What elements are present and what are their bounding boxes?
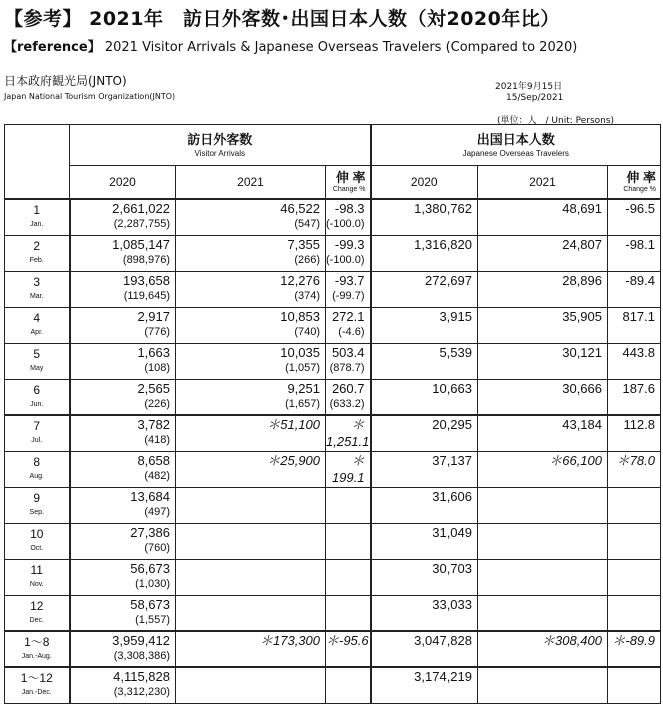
visitor-2020-cell	[70, 199, 176, 235]
primary-value: 10,663	[432, 380, 472, 396]
primary-value: 58,673	[130, 596, 170, 612]
visitor-change-cell	[326, 235, 371, 271]
subvalue: (2,287,755)	[113, 218, 170, 230]
subvalue: (898,976)	[122, 253, 170, 266]
primary-value: 24,807	[562, 236, 602, 252]
subvalue: (547)	[294, 218, 320, 230]
primary-value: 2,565	[137, 380, 170, 396]
month-number: 8	[33, 454, 41, 469]
visitor-change-cell	[326, 559, 371, 595]
primary-value: 48,691	[562, 201, 602, 216]
visitor-change-header	[326, 166, 371, 200]
traveler-2020-cell	[371, 379, 478, 415]
month-number: 1～8	[24, 635, 50, 649]
primary-value: 7,355	[287, 236, 320, 252]
month-number: 6	[33, 382, 41, 397]
traveler-2021-cell	[478, 271, 608, 307]
subvalue: (-99.7)	[332, 289, 365, 302]
primary-value: 187.6	[622, 380, 656, 396]
visitor-2020-cell	[70, 271, 176, 307]
traveler-2020-cell	[371, 559, 478, 595]
month-number: 1	[33, 203, 41, 217]
month-cell	[5, 235, 70, 271]
month-label: Apr.	[30, 328, 43, 336]
visitor-2021-cell	[176, 415, 326, 451]
organization-ja: 日本政府観光局(JNTO)	[4, 74, 127, 88]
visitor-2020-cell	[70, 415, 176, 451]
visitor-2020-cell	[70, 523, 176, 559]
primary-value: 30,666	[562, 380, 602, 396]
traveler-2021-cell	[478, 451, 608, 487]
subvalue: (633.2)	[329, 397, 365, 410]
subvalue: (760)	[144, 541, 170, 554]
subvalue: (3,308,386)	[113, 650, 170, 662]
traveler-change-cell	[608, 415, 661, 451]
month-number: 10	[30, 526, 44, 541]
subvalue: (266)	[294, 253, 320, 266]
primary-value: 8,658	[137, 452, 170, 468]
visitor-change-cell	[326, 595, 371, 631]
traveler-2020-cell	[371, 667, 478, 703]
primary-value: 10,853	[280, 308, 320, 324]
overseas-travelers-header	[371, 125, 661, 166]
primary-value: 31,049	[432, 524, 472, 540]
subvalue: (776)	[144, 325, 170, 338]
month-label: Sep.	[29, 508, 44, 516]
visitor-2020-cell	[70, 559, 176, 595]
subvalue: (482)	[144, 469, 170, 482]
month-cell	[5, 667, 70, 703]
visitor-2021-cell	[176, 199, 326, 235]
traveler-2020-cell	[371, 595, 478, 631]
primary-value: 10,035	[280, 344, 320, 360]
traveler-change-header	[608, 166, 661, 200]
primary-value: 35,905	[562, 308, 602, 324]
month-cell	[5, 415, 70, 451]
month-number: 11	[30, 562, 43, 577]
month-label: Jul.	[31, 437, 43, 444]
table-row	[5, 631, 661, 667]
subvalue: (1,057)	[285, 361, 320, 374]
subvalue: (374)	[294, 289, 320, 302]
month-label: Mar.	[29, 292, 44, 300]
primary-value: 12,276	[280, 272, 320, 288]
primary-value: ＊51,100	[267, 417, 320, 432]
month-label: Jun.	[30, 400, 44, 408]
visitor-2021-cell	[176, 559, 326, 595]
visitor-2021-cell	[176, 667, 326, 703]
visitor-change-cell	[326, 343, 371, 379]
subvalue: (-4.6)	[338, 325, 365, 338]
primary-value: ＊25,900	[267, 452, 320, 468]
traveler-change-cell	[608, 595, 661, 631]
month-label: Feb.	[29, 256, 44, 264]
reference-tag: 【reference】	[4, 40, 101, 55]
table-row	[5, 199, 661, 235]
primary-value: 28,896	[562, 272, 602, 288]
visitor-2021-cell	[176, 379, 326, 415]
visitor-2020-header: 2020	[70, 166, 176, 200]
subvalue: (1,657)	[285, 397, 320, 410]
traveler-2020-cell	[371, 307, 478, 343]
visitor-change-cell	[326, 307, 371, 343]
month-number: 5	[33, 346, 41, 361]
primary-value: 31,606	[432, 488, 472, 504]
traveler-2021-cell	[478, 415, 608, 451]
primary-value: 33,033	[432, 596, 472, 612]
traveler-2020-cell	[371, 523, 478, 559]
month-cell	[5, 559, 70, 595]
primary-value: 9,251	[287, 380, 320, 396]
visitor-2020-cell	[70, 667, 176, 703]
primary-value: 3,782	[137, 417, 170, 432]
month-label: Oct.	[30, 544, 44, 552]
month-cell	[5, 631, 70, 667]
month-cell	[5, 595, 70, 631]
visitor-change-cell	[326, 199, 371, 235]
traveler-header-ja: 出国日本人数	[476, 131, 555, 147]
subvalue: (119,645)	[123, 289, 170, 302]
primary-value: ＊308,400	[542, 633, 602, 648]
primary-value: 443.8	[622, 344, 656, 360]
traveler-change-cell	[608, 235, 661, 271]
table-row	[5, 451, 661, 487]
primary-value: -93.7	[334, 272, 365, 288]
traveler-2020-cell	[371, 199, 478, 235]
organization-en: Japan National Tourism Organization(JNTO)	[4, 92, 176, 101]
traveler-2021-cell	[478, 199, 608, 235]
visitor-2021-cell	[176, 523, 326, 559]
traveler-2020-cell	[371, 487, 478, 523]
visitor-2021-cell	[176, 487, 326, 523]
subvalue: (1,557)	[135, 613, 170, 626]
month-cell	[5, 307, 70, 343]
table-row	[5, 523, 661, 559]
visitor-2021-cell	[176, 631, 326, 667]
table-row	[5, 667, 661, 703]
month-number: 9	[33, 490, 41, 505]
month-number: 12	[30, 598, 44, 613]
month-label: Jan.-Aug.	[21, 653, 52, 660]
visitor-2021-cell	[176, 451, 326, 487]
unit-note: (単位：人 / Unit: Persons)	[497, 116, 615, 126]
primary-value: 1,316,820	[414, 236, 472, 252]
change-label-ja: 伸 率	[335, 170, 366, 185]
month-label: Jan.-Dec.	[21, 689, 52, 696]
primary-value: -89.4	[625, 272, 656, 288]
visitor-change-cell	[326, 667, 371, 703]
traveler-change-cell	[608, 307, 661, 343]
primary-value: -98.3	[334, 201, 365, 216]
visitor-2020-cell	[70, 343, 176, 379]
traveler-2021-cell	[478, 343, 608, 379]
primary-value: 43,184	[562, 417, 602, 432]
month-cell	[5, 271, 70, 307]
traveler-2020-cell	[371, 415, 478, 451]
primary-value: 1,085,147	[112, 236, 170, 252]
traveler-2020-cell	[371, 631, 478, 667]
month-number: 4	[33, 310, 41, 325]
month-cell	[5, 379, 70, 415]
traveler-change-cell	[608, 343, 661, 379]
primary-value: 112.8	[623, 417, 656, 432]
report-title-ja: 【参考】 2021年 訪日外客数･出国日本人数（対2020年比）	[4, 8, 560, 30]
primary-value: 3,047,828	[414, 633, 472, 648]
traveler-2021-cell	[478, 595, 608, 631]
table-row	[5, 343, 661, 379]
visitor-change-cell	[326, 487, 371, 523]
subvalue: (878.7)	[329, 361, 365, 374]
traveler-2020-cell	[371, 343, 478, 379]
table-row	[5, 595, 661, 631]
primary-value: 193,658	[123, 272, 170, 288]
primary-value: 272.1	[331, 308, 365, 324]
traveler-2020-header: 2020	[371, 166, 478, 200]
subvalue: (497)	[144, 505, 170, 518]
primary-value: 1,663	[137, 344, 170, 360]
primary-value: ＊78.0	[616, 452, 656, 468]
change-label-ja: 伸 率	[626, 170, 657, 185]
traveler-change-cell	[608, 487, 661, 523]
corner-cell	[5, 125, 70, 200]
primary-value: -98.1	[625, 236, 656, 252]
visitor-2021-cell	[176, 307, 326, 343]
primary-value: -99.3	[334, 236, 365, 252]
traveler-2021-cell	[478, 307, 608, 343]
primary-value: 260.7	[331, 380, 365, 396]
visitor-2020-cell	[70, 235, 176, 271]
primary-value: ＊199.1	[331, 452, 365, 485]
month-cell	[5, 487, 70, 523]
traveler-2020-cell	[371, 235, 478, 271]
primary-value: 30,121	[562, 344, 602, 360]
visitor-2021-header: 2021	[176, 166, 326, 200]
primary-value: ＊-95.6	[326, 633, 369, 648]
traveler-2021-cell	[478, 631, 608, 667]
table-body	[5, 199, 661, 703]
primary-value: ＊173,300	[260, 633, 320, 648]
traveler-change-cell	[608, 271, 661, 307]
primary-value: 37,137	[432, 452, 472, 468]
primary-value: ＊-89.9	[612, 633, 656, 648]
visitor-change-cell	[326, 415, 371, 451]
month-cell	[5, 199, 70, 235]
change-label-en: Change %	[332, 186, 366, 193]
traveler-change-cell	[608, 523, 661, 559]
traveler-2021-header: 2021	[478, 166, 608, 200]
primary-value: 4,115,828	[113, 669, 170, 684]
visitor-change-cell	[326, 379, 371, 415]
month-cell	[5, 451, 70, 487]
primary-value: 46,522	[280, 201, 320, 216]
primary-value: 1,380,762	[414, 201, 472, 216]
month-label: May	[30, 364, 44, 372]
visitor-header-en: Visitor Arrivals	[194, 148, 246, 158]
traveler-2021-cell	[478, 235, 608, 271]
visitor-2020-cell	[70, 379, 176, 415]
traveler-header-en: Japanese Overseas Travelers	[462, 148, 569, 158]
visitor-2021-cell	[176, 343, 326, 379]
primary-value: 3,174,219	[414, 669, 472, 684]
primary-value: 56,673	[130, 560, 170, 576]
traveler-2020-cell	[371, 271, 478, 307]
subvalue: (108)	[144, 361, 170, 374]
month-label: Jan.	[30, 221, 44, 228]
visitor-2020-cell	[70, 451, 176, 487]
primary-value: 30,703	[432, 560, 472, 576]
month-number: 2	[33, 238, 41, 253]
visitor-change-cell	[326, 451, 371, 487]
subvalue: (418)	[144, 434, 170, 446]
month-label: Dec.	[29, 616, 44, 624]
traveler-change-cell	[608, 451, 661, 487]
month-number: 3	[33, 274, 41, 289]
visitor-change-cell	[326, 271, 371, 307]
traveler-2021-cell	[478, 559, 608, 595]
visitor-2020-cell	[70, 595, 176, 631]
visitor-arrivals-header	[70, 125, 371, 166]
traveler-2021-cell	[478, 379, 608, 415]
report-title-en-text: 2021 Visitor Arrivals & Japanese Overseas Travelers (Compared to 2020)	[100, 40, 578, 55]
visitor-2021-cell	[176, 235, 326, 271]
primary-value: 13,684	[130, 488, 170, 504]
visitor-2020-cell	[70, 631, 176, 667]
traveler-2021-cell	[478, 667, 608, 703]
primary-value: 3,915	[439, 308, 472, 324]
table-row	[5, 415, 661, 451]
visitor-2020-cell	[70, 487, 176, 523]
month-label: Nov.	[29, 580, 44, 588]
month-number: 7	[33, 419, 41, 433]
primary-value: 2,661,022	[112, 201, 170, 216]
date-ja: 2021年9月15日	[495, 82, 563, 92]
primary-value: 2,917	[137, 308, 170, 324]
statistics-table	[4, 124, 661, 704]
table-row	[5, 487, 661, 523]
change-label-en: Change %	[623, 186, 657, 193]
report-title-en	[4, 36, 577, 55]
traveler-2021-cell	[478, 487, 608, 523]
month-cell	[5, 343, 70, 379]
visitor-2020-cell	[70, 307, 176, 343]
subvalue: (3,312,230)	[113, 686, 170, 698]
primary-value: 503.4	[331, 344, 365, 360]
subvalue: (-100.0)	[326, 253, 365, 266]
visitor-change-cell	[326, 631, 371, 667]
table-row	[5, 271, 661, 307]
month-number: 1～12	[20, 671, 53, 685]
subvalue: (1,030)	[135, 577, 170, 590]
table-row	[5, 379, 661, 415]
traveler-change-cell	[608, 379, 661, 415]
table-row	[5, 307, 661, 343]
primary-value: 27,386	[130, 524, 170, 540]
traveler-2020-cell	[371, 451, 478, 487]
table-row	[5, 559, 661, 595]
subvalue: (740)	[294, 325, 320, 338]
traveler-change-cell	[608, 667, 661, 703]
subvalue: (226)	[144, 397, 170, 410]
month-cell	[5, 523, 70, 559]
traveler-change-cell	[608, 559, 661, 595]
primary-value: 272,697	[425, 272, 472, 288]
traveler-change-cell	[608, 199, 661, 235]
traveler-2021-cell	[478, 523, 608, 559]
traveler-change-cell	[608, 631, 661, 667]
primary-value: 3,959,412	[112, 633, 170, 648]
primary-value: 20,295	[432, 417, 472, 432]
primary-value: ＊1,251.1	[326, 417, 370, 449]
primary-value: 5,539	[439, 344, 472, 360]
table-row	[5, 235, 661, 271]
date-en: 15/Sep/2021	[506, 93, 564, 103]
subvalue: (-100.0)	[326, 218, 365, 230]
month-label: Aug.	[29, 472, 44, 480]
primary-value: ＊66,100	[549, 452, 602, 468]
visitor-2021-cell	[176, 595, 326, 631]
visitor-2021-cell	[176, 271, 326, 307]
primary-value: -96.5	[625, 201, 656, 216]
visitor-header-ja: 訪日外客数	[187, 131, 253, 147]
primary-value: 817.1	[622, 308, 656, 324]
visitor-change-cell	[326, 523, 371, 559]
